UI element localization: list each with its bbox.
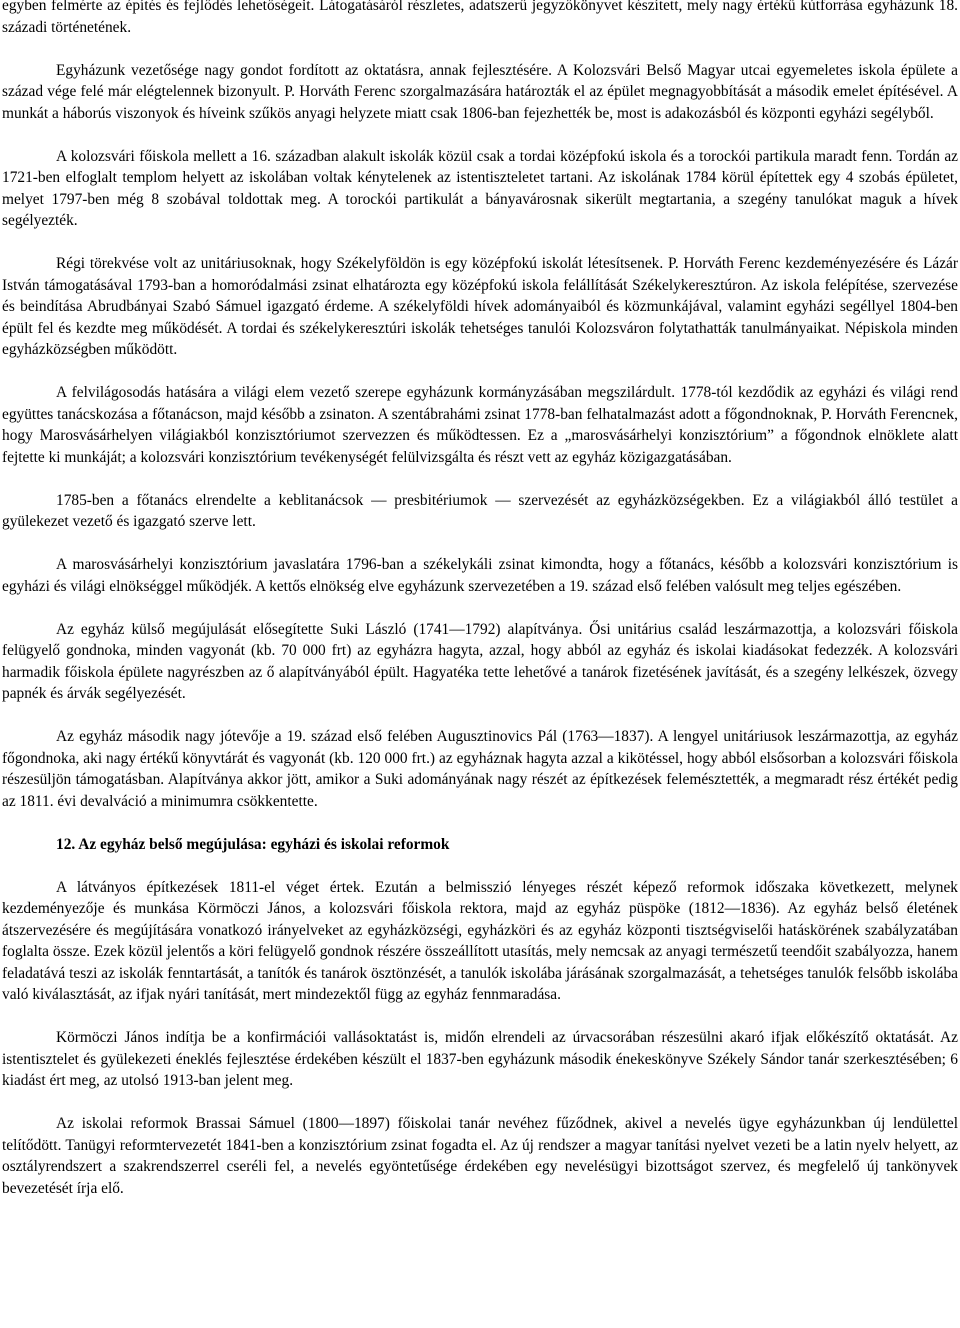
section-heading: 12. Az egyház belső megújulása: egyházi és iskolai reformok [56, 835, 450, 853]
paragraph: A marosvásárhelyi konzisztórium javaslatára 1796-ban a székelykáli zsinat kimondta, hogy a főtanács, később a kolozsvári konzisztórium is egyházi és világi elnökséggel működjék. A kettős elnökség elve egyházunk szervezetében a 19. század első felében valósult meg teljes egészében. [2, 556, 958, 595]
paragraph: Az egyház második nagy jótevője a 19. század első felében Augusztinovics Pál (1763—1837). A lengyel unitáriusok leszármazottja, az egyház főgondnoka, aki nagy értékű könyvtárát és vagyonát (kb. 120 000 frt.) az egyháznak hagyta azzal a kikötéssel, hogy abból elsősorban a kolozsvári főiskola részesüljön támogatásban. Alapítványa akkor jött, amikor a Suki adományának nagy részét az építkezések felemésztették, a megmaradt rész értékét pedig az 1811. évi devalváció a minimumra csökkentette. [2, 728, 958, 810]
paragraph: A felvilágosodás hatására a világi elem vezető szerepe egyházunk kormányzásában megszilárdult. 1778-tól kezdődik az egyházi és világi rend együttes tanácskozása a főtanácson, majd később a zsinaton. A szentábrahámi zsinat 1778-ban felhatalmazást adott a főgondnoknak, P. Horváth Ferencnek, hogy Marosvásárhelyen világiakból konzisztóriumot szervezzen és működtessen. Ez a „marosvásárhelyi konzisztórium” a főgondnok elnöklete alatt fejtette ki munkáját; a kolozsvári konzisztórium tevékenységét felülvizsgálta és részt vett az egyház közigazgatásában. [2, 384, 958, 466]
paragraph: Az iskolai reformok Brassai Sámuel (1800—1897) főiskolai tanár nevéhez fűződnek, akivel a nevelés ügye egyházunkban új lendülettel telítődött. Tanügyi reformtervezetét 1841-ben a konzisztórium zsinat fogadta el. Az új rendszer a magyar tanítási nyelvet vezeti be a latin nyelv helyett, az osztályrendszert a szakrendszerrel cseréli fel, a nevelés egyöntetűsége érdekében egy nevelésügyi bizottságot szervez, és megfelelő új tankönyvek bevezetését írja elő. [2, 1115, 958, 1197]
paragraph: Régi törekvése volt az unitáriusoknak, hogy Székelyföldön is egy középfokú iskolát létesítsenek. P. Horváth Ferenc kezdeményezésére és Lázár István támogatásával 1793-ban a homoródalmási zsinat elhatározta egy középfokú iskola felállítását Székelykeresztúron. Az iskola felépítése, szervezése és beindítása Abrudbányai Szabó Sámuel igazgató érdeme. A székelyföldi hívek adományaiból és közmunkájával, valamint egyházi segéllyel 1804-ben épült fel és kezdte meg működését. A tordai és székelykeresztúri iskolák tehetséges tanulói Kolozsváron folytathatták tanulmányaikat. Népiskola minden egyházközségben működött. [2, 255, 958, 358]
paragraph: 1785-ben a főtanács elrendelte a keblitanácsok — presbitériumok — szervezését az egyházközségekben. Ez a világiakból álló testület a gyülekezet vezető és igazgató szerve lett. [2, 491, 958, 530]
paragraph: Körmöczi János indítja be a konfirmációi vallásoktatást is, midőn elrendeli az úrvacsorában részesülni akaró ifjak előkészítő oktatását. Az istentisztelet és gyülekezeti éneklés fejlesztése érdekében készült el 1837-ben egyházunk második énekeskönyve Székely Sándor tanár szerkesztésében; 6 kiadást ért meg, az utolsó 1913-ban jelent meg. [2, 1029, 958, 1089]
paragraph: A kolozsvári főiskola mellett a 16. században alakult iskolák közül csak a tordai középfokú iskola és a torockói partikula maradt fenn. Tordán az 1721-ben elfoglalt templom helyett az iskolában voltak kénytelenek az istentiszteletet tartani. Az iskolának 1784 körül építettek egy 4 szobás épületet, melyet 1797-ben még 8 szobával toldottak meg. A torockói partikulát a bányavárosnak sikerült megtartania, a szegény tanulókat maguk a hívek segélyezték. [2, 147, 958, 229]
paragraph: egyben felmérte az építés és fejlődés lehetőségeit. Látogatásáról részletes, adatszerű jegyzőkönyvet készített, mely nagy értékű kútforrása egyházunk 18. századi történetének. [2, 0, 958, 36]
paragraph: Egyházunk vezetősége nagy gondot fordított az oktatásra, annak fejlesztésére. A Kolozsvári Belső Magyar utcai egyemeletes iskola épülete a század vége felé már elégtelennek bizonyult. P. Horváth Ferenc szorgalmazására határozták el az épület megnagyobbítását a második emelet építésével. A munkát a háborús viszonyok és híveink szűkös anyagi helyzete miatt csak 1806-ban fejezhették be, most is adakozásból és központi egyházi segélyből. [2, 61, 958, 122]
paragraph: A látványos építkezések 1811-el véget értek. Ezután a belmisszió lényeges részét képező reformok időszaka következett, melynek kezdeményezője és munkása Körmöczi János, a kolozsvári főiskola rektora, majd az egyház püspöke (1812—1836). Az egyház belső életének átszervezésére és megújítására vonatkozó irányelveket az egyházközségi, egyházköri és az egyház központi tisztségviselői hatáskörének szabályzatában foglalta össze. Ezek közül jelentős a köri felügyelő gondnok részére összeállított utasítás, mely nemcsak az anyagi természetű teendőit szabályozza, hanem feladatává teszi az iskolák fenntartását, a tanítók és tanárok ösztönzését, a tanulók iskolába járásának szorgalmazását, a tehetséges tanulók felsőbb iskolába való kiválasztását, az ifjak nyári tanítását, mert mindezektől függ az egyház fennmaradása. [2, 878, 958, 1003]
paragraph: Az egyház külső megújulását elősegítette Suki László (1741—1792) alapítványa. Ősi unitárius család leszármazottja, a kolozsvári főiskola felügyelő gondnoka, minden vagyonát (kb. 70 000 frt) az egyházra hagyta, azzal, hogy abból az egyház és iskolai kiadásokat fedezzék. A kolozsvári harmadik főiskola épülete nagyrészben az ő alapítványából épült. Hagyatéka tette lehetővé a tanárok fizetésének javítását, és a szegény lelkészek, özvegy papnék és árvák segélyezését. [2, 620, 958, 702]
